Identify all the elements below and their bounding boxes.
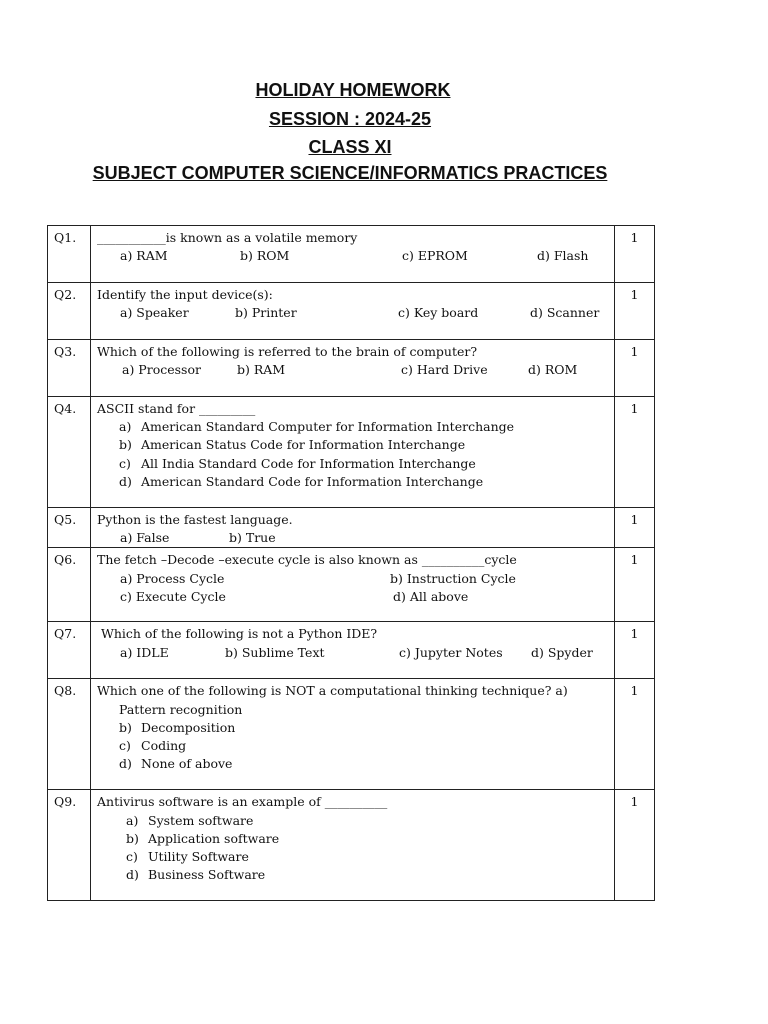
question-number: Q2.: [48, 283, 91, 340]
question-row-q8: [48, 679, 655, 790]
question-text: Which one of the following is NOT a computational thinking technique? a): [97, 683, 568, 699]
list-item: c) All India Standard Code for Information Interchange: [119, 455, 476, 471]
question-marks: 1: [615, 622, 655, 679]
question-text: Antivirus software is an example of __________: [97, 794, 388, 810]
option-b: b) Printer: [235, 305, 297, 321]
list-item: b) American Status Code for Information Interchange: [119, 437, 466, 453]
question-text: Python is the fastest language.: [97, 512, 293, 527]
option-b: b) Instruction Cycle: [390, 570, 516, 586]
option-a: a) Speaker: [120, 305, 189, 321]
option-a: a) False: [120, 530, 170, 546]
question-number: Q5.: [48, 508, 91, 548]
option-b: b) Sublime Text: [225, 644, 325, 660]
option-d: d) All above: [393, 588, 469, 604]
option-d: d) Scanner: [530, 305, 600, 321]
question-marks: 1: [615, 548, 655, 622]
list-item: a) System software: [126, 812, 254, 828]
list-item: c) Coding: [119, 738, 187, 753]
question-body: [91, 397, 615, 508]
list-item: d) American Standard Code for Information Interchange: [119, 473, 484, 489]
option-a: a) Process Cycle: [120, 570, 225, 586]
options-row: [97, 570, 608, 588]
option-d: d) Spyder: [531, 644, 593, 660]
option-a: a) RAM: [120, 248, 168, 264]
option-c: c) Key board: [398, 305, 479, 321]
option-a: Pattern recognition: [119, 701, 243, 717]
question-body: [91, 679, 615, 790]
question-text: ASCII stand for _________: [97, 401, 256, 416]
question-number: Q4.: [48, 397, 91, 508]
question-body: [91, 226, 615, 283]
question-body: [91, 790, 615, 901]
options-row: [97, 361, 608, 379]
question-number: Q7.: [48, 622, 91, 679]
option-a: a) Processor: [122, 362, 201, 378]
question-text: The fetch –Decode –execute cycle is also known as __________cycle: [97, 552, 517, 568]
homework-title: HOLIDAY HOMEWORK: [255, 80, 451, 100]
list-item: c) Utility Software: [126, 849, 249, 864]
question-body: [91, 622, 615, 679]
option-c: c) Hard Drive: [401, 362, 488, 378]
option-c: c) Jupyter Notes: [399, 644, 503, 660]
options-list: [97, 418, 608, 491]
question-text: Which of the following is not a Python IDE?: [97, 626, 378, 642]
option-d: d) Flash: [537, 248, 589, 264]
question-marks: 1: [615, 397, 655, 508]
options-row: [97, 529, 608, 547]
question-body: [91, 283, 615, 340]
subject-title: SUBJECT COMPUTER SCIENCE/INFORMATICS PRACTICES: [92, 163, 608, 183]
options-list: [97, 719, 608, 774]
question-table: [47, 225, 655, 901]
session-title: SESSION : 2024-25: [268, 109, 432, 129]
question-row-q4: [48, 397, 655, 508]
options-row: [97, 304, 608, 322]
list-item: b) Decomposition: [119, 719, 236, 735]
question-number: Q1.: [48, 226, 91, 283]
option-d: d) ROM: [528, 362, 578, 378]
option-b: b) ROM: [240, 248, 290, 264]
question-text: Which of the following is referred to the brain of computer?: [97, 344, 478, 359]
list-item: a) American Standard Computer for Information Interchange: [119, 419, 515, 435]
list-item: d) None of above: [119, 756, 233, 772]
question-marks: 1: [615, 508, 655, 548]
question-row-q2: [48, 283, 655, 340]
options-row: [97, 644, 608, 662]
question-row-q9: [48, 790, 655, 901]
question-number: Q3.: [48, 340, 91, 397]
options-row: [97, 247, 608, 265]
question-marks: 1: [615, 340, 655, 397]
options-list: [97, 812, 608, 885]
question-marks: 1: [615, 283, 655, 340]
question-text: Identify the input device(s):: [97, 287, 273, 302]
question-number: Q9.: [48, 790, 91, 901]
question-marks: 1: [615, 679, 655, 790]
question-row-q5: [48, 508, 655, 548]
question-marks: 1: [615, 226, 655, 283]
list-item: b) Application software: [126, 830, 280, 846]
question-number: Q8.: [48, 679, 91, 790]
options-row: [97, 588, 608, 606]
option-c: c) Execute Cycle: [120, 588, 226, 604]
question-body: [91, 508, 615, 548]
question-marks: 1: [615, 790, 655, 901]
question-body: [91, 340, 615, 397]
question-body: [91, 548, 615, 622]
option-a: a) IDLE: [120, 644, 169, 660]
option-c: c) EPROM: [402, 248, 468, 264]
class-title: CLASS XI: [308, 137, 392, 157]
question-row-q7: [48, 622, 655, 679]
list-item: d) Business Software: [126, 867, 266, 883]
question-row-q6: [48, 548, 655, 622]
option-b: b) True: [229, 530, 276, 546]
question-text: ___________is known as a volatile memory: [97, 230, 358, 245]
question-row-q3: [48, 340, 655, 397]
option-b: b) RAM: [237, 362, 286, 378]
question-number: Q6.: [48, 548, 91, 622]
question-row-q1: [48, 226, 655, 283]
